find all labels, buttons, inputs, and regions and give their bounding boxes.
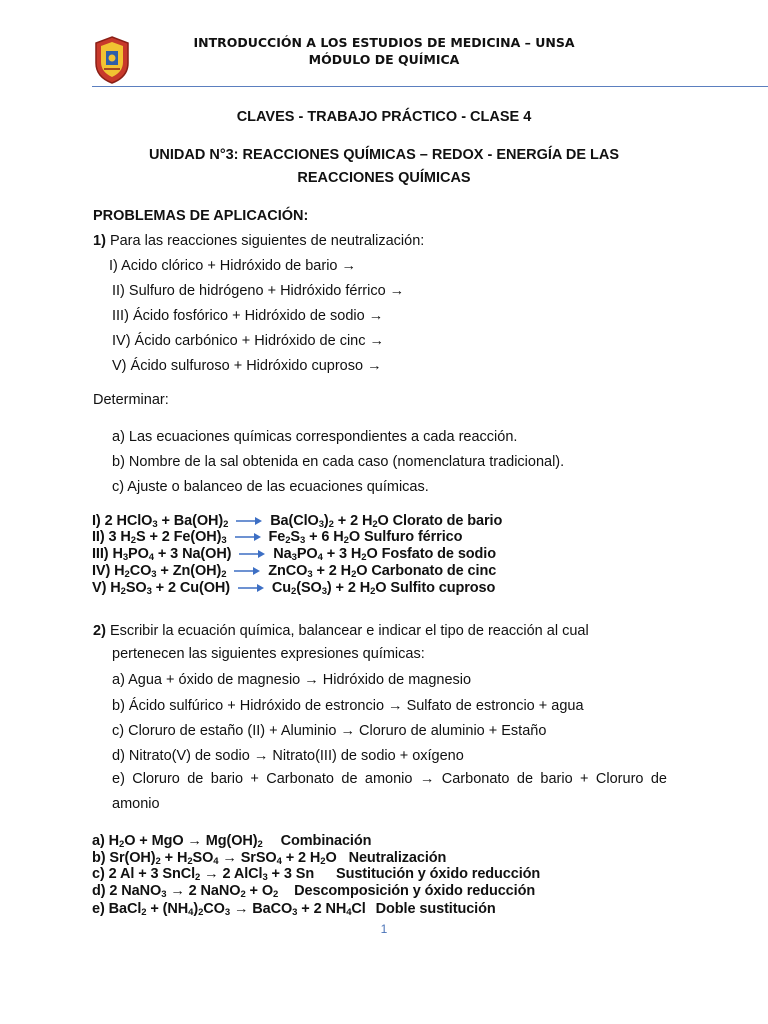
answer-reaction-type: Combinación [280, 833, 372, 849]
answer-products: $Cu_2(SO_3) + 2$ $H_2O$ [271, 580, 387, 597]
answer-products: $Ba(ClO_3)_2 + 2$ $H_2O$ [270, 513, 389, 530]
q2-item-d: d) Nitrato(V) de sodio → Nitrato(III) de sodio + oxígeno [112, 748, 464, 764]
q1-task-a: a) Las ecuaciones químicas correspondientes a cada reacción. [112, 429, 518, 445]
answer-equation: c) 2 Al + 3 SnCl$_2$ → 2 AlCl$_3$ + 3 Sn [92, 866, 315, 883]
question-2 [93, 619, 667, 644]
answer-roman: II) [92, 529, 105, 545]
answer-products: $Na_3PO_4 + 3$ $H_2O$ [273, 546, 378, 563]
page-number: 1 [380, 922, 388, 936]
q2-answer-c [92, 866, 540, 882]
answer-salt-name: Fosfato de sodio [381, 546, 496, 562]
header-module: MÓDULO DE QUÍMICA [308, 52, 460, 67]
q2-item-b: b) Ácido sulfúrico + Hidróxido de estroncio → Sulfato de estroncio + agua [112, 698, 584, 714]
unit-title-line2: REACCIONES QUÍMICAS [297, 170, 471, 186]
q1-answer-3 [92, 546, 496, 562]
answer-roman: I) [92, 513, 101, 529]
q1-item-2: II) Sulfuro de hidrógeno + Hidróxido férrico → [112, 283, 405, 299]
answer-equation: e) BaCl$_2$ + $(NH_4)_2CO_3$ → BaCO$_3$ + 2 $NH_4Cl$ [92, 901, 366, 918]
section-heading: PROBLEMAS DE APLICACIÓN: [93, 208, 309, 224]
answer-reaction-type: Sustitución y óxido reducción [336, 866, 541, 882]
answer-reaction-type: Neutralización [348, 850, 447, 866]
answer-roman: V) [92, 580, 107, 596]
header-divider [92, 86, 768, 87]
answer-reactants: $H_2SO_3 + 2$ Cu(OH) [110, 580, 231, 597]
q1-answer-2 [92, 529, 462, 545]
q2-answer-a [92, 833, 371, 849]
answer-reactants: $H_3PO_4 + 3$ Na(OH) [112, 546, 232, 563]
question-2-prompt-b: pertenecen las siguientes expresiones químicas: [112, 646, 425, 662]
header-institution: INTRODUCCIÓN A LOS ESTUDIOS DE MEDICINA – UNSA [193, 35, 575, 50]
answer-roman: IV) [92, 563, 111, 579]
q2-answer-d [92, 883, 535, 899]
answer-salt-name: Sulfuro férrico [363, 529, 463, 545]
q2-item-e: e) Cloruro de bario + Carbonato de amonio → Carbonato de bario + Cloruro de amonio [112, 771, 667, 812]
q1-answer-4 [92, 563, 496, 579]
question-2-prompt-a: Escribir la ecuación química, balancear e indicar el tipo de reacción al cual [109, 623, 589, 639]
answer-reaction-type: Doble sustitución [375, 901, 496, 917]
answer-reactants: $H_2CO_3 + Zn(OH)_2$ [114, 563, 227, 580]
question-1-prompt: Para las reacciones siguientes de neutralización: [109, 233, 425, 249]
reaction-arrow-icon [239, 549, 265, 559]
q1-task-c: c) Ajuste o balanceo de las ecuaciones químicas. [112, 479, 429, 495]
determinar-label: Determinar: [93, 392, 169, 408]
answer-equation: b) $Sr(OH)_2 + H_2SO_4$ → SrSO$_4$ + 2 $H_2O$ [92, 850, 337, 867]
q1-answer-1 [92, 513, 502, 529]
reaction-arrow-icon [234, 566, 260, 576]
q2-answer-e [92, 901, 496, 917]
answer-products: $Fe_2S_3 + 6$ $H_2O$ [268, 529, 361, 546]
answer-salt-name: Clorato de bario [392, 513, 503, 529]
q1-answer-5 [92, 580, 495, 596]
answer-roman: III) [92, 546, 109, 562]
question-2-number: 2) [93, 623, 106, 639]
answer-salt-name: Sulfito cuproso [390, 580, 496, 596]
reaction-arrow-icon [238, 583, 264, 593]
answer-reactants: 3 $H_2S + 2$ $Fe(OH)_3$ [108, 529, 227, 546]
answer-products: ZnCO$_3$ + 2 $H_2O$ [268, 563, 368, 580]
reaction-arrow-icon [235, 532, 261, 542]
reaction-arrow-icon [236, 516, 262, 526]
answer-salt-name: Carbonato de cinc [371, 563, 497, 579]
q2-item-a: a) Agua + óxido de magnesio → Hidróxido de magnesio [112, 672, 472, 688]
question-1 [93, 233, 424, 249]
q2-item-c: c) Cloruro de estaño (II) + Aluminio → Cloruro de aluminio + Estaño [112, 723, 547, 739]
answer-equation: a) $H_2O$ + MgO → $Mg(OH)_2$ [92, 833, 263, 850]
q1-item-5: V) Ácido sulfuroso + Hidróxido cuproso → [112, 358, 382, 374]
q1-task-b: b) Nombre de la sal obtenida en cada caso (nomenclatura tradicional). [112, 454, 565, 470]
q1-item-4: IV) Ácido carbónico + Hidróxido de cinc → [112, 333, 385, 349]
answer-reaction-type: Descomposición y óxido reducción [294, 883, 536, 899]
q1-item-1: I) Acido clórico + Hidróxido de bario → [109, 258, 357, 274]
question-1-number: 1) [93, 233, 106, 249]
document-title: CLAVES - TRABAJO PRÁCTICO - CLASE 4 [236, 109, 532, 125]
answer-equation: d) 2 NaNO$_3$ → 2 NaNO$_2$ + $O_2$ [92, 883, 279, 900]
q2-answer-b [92, 850, 446, 866]
answer-reactants: 2 HClO$_3$ + $Ba(OH)_2$ [104, 513, 229, 530]
unit-title-line1: UNIDAD N°3: REACCIONES QUÍMICAS – REDOX - ENERGÍA DE LAS [148, 147, 620, 163]
q1-item-3: III) Ácido fosfórico + Hidróxido de sodio → [112, 308, 384, 324]
